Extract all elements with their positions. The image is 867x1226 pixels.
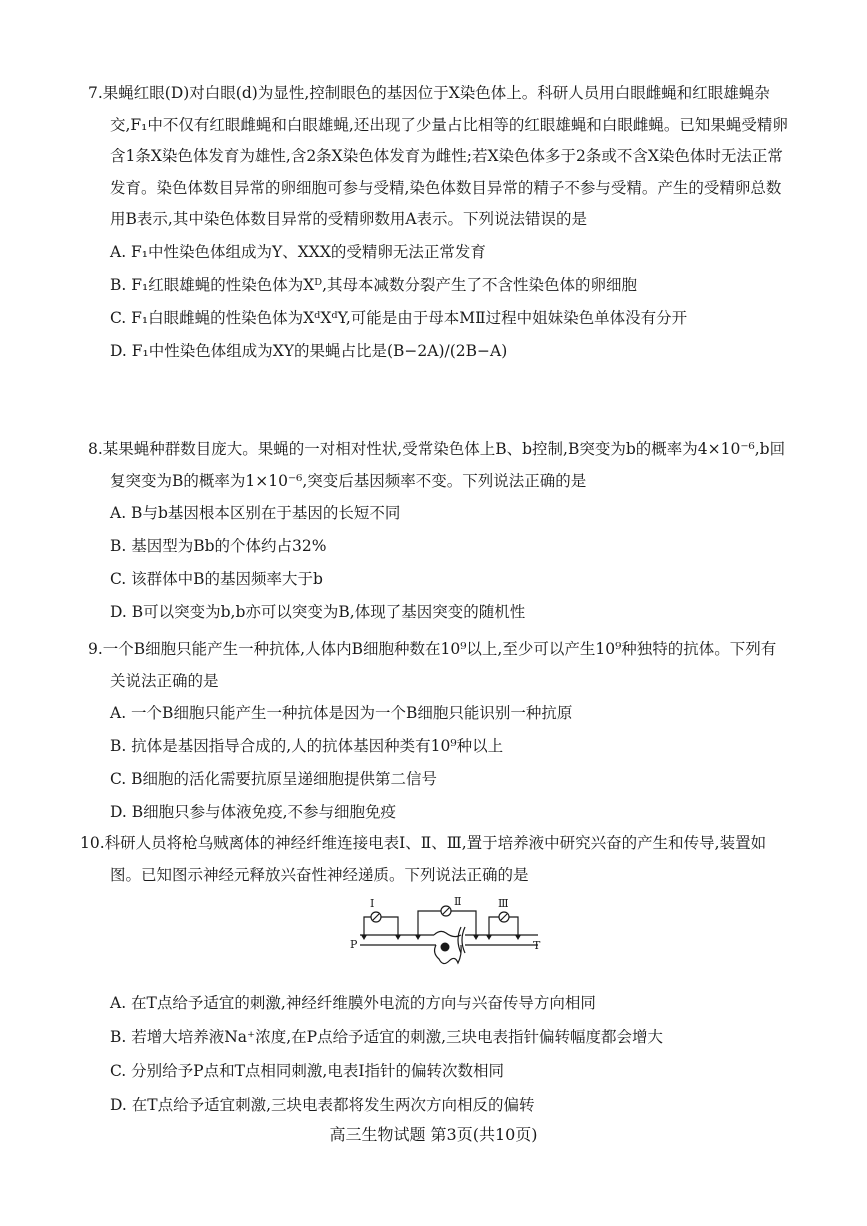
point-p-label: P — [350, 938, 358, 951]
option-a[interactable]: A. 在T点给予适宜的刺激,神经纤维膜外电流的方向与兴奋传导方向相同 — [110, 994, 596, 1012]
electrode-arrow-6 — [515, 935, 521, 940]
soma-top-outline — [434, 931, 461, 936]
electrode-arrow-1 — [361, 935, 367, 940]
option-d[interactable]: D. B细胞只参与体液免疫,不参与细胞免疫 — [110, 803, 397, 821]
option-d[interactable]: D. F₁中性染色体组成为XY的果蝇占比是(B−2A)/(2B−A) — [110, 341, 508, 360]
question-stem: 10.科研人员将枪乌贼离体的神经纤维连接电表Ⅰ、Ⅱ、Ⅲ,置于培养液中研究兴奋的产生和传导,装置如图。已知图示神经元释放兴奋性神经递质。下列说法正确的是 — [80, 834, 767, 884]
option-c[interactable]: C. 分别给予P点和T点相同刺激,电表Ⅰ指针的偏转次数相同 — [110, 1062, 504, 1080]
nerve-fiber-diagram — [346, 895, 546, 980]
meter-2-needle — [443, 908, 449, 914]
electrode-arrow-2 — [395, 935, 401, 940]
option-c[interactable]: C. F₁白眼雌蝇的性染色体为XᵈXᵈY,可能是由于母本MⅡ过程中姐妹染色单体没有分开 — [110, 308, 688, 327]
option-c[interactable]: C. 该群体中B的基因频率大于b — [110, 570, 323, 588]
option-d[interactable]: D. B可以突变为b,b亦可以突变为B,体现了基因突变的随机性 — [110, 603, 526, 621]
option-a[interactable]: A. F₁中性染色体组成为Y、XXX的受精卵无法正常发育 — [110, 242, 486, 261]
option-b[interactable]: B. 抗体是基因指导合成的,人的抗体基因种类有10⁹种以上 — [110, 737, 504, 755]
page-footer: 高三生物试题 第3页(共10页) — [329, 1125, 538, 1144]
option-b[interactable]: B. 若增大培养液Na⁺浓度,在P点给予适宜的刺激,三块电表指针偏转幅度都会增大 — [110, 1028, 664, 1046]
meter-1-needle — [373, 914, 379, 920]
meter-label-3: Ⅲ — [498, 897, 509, 910]
electrode-arrow-5 — [486, 935, 492, 940]
meter-2-lead-left — [418, 911, 441, 935]
meter-label-2: Ⅱ — [454, 895, 462, 908]
electrode-arrow-4 — [473, 935, 479, 940]
meter-label-1: Ⅰ — [370, 897, 375, 910]
option-a[interactable]: A. 一个B细胞只能产生一种抗体是因为一个B细胞只能识别一种抗原 — [110, 704, 573, 722]
option-a[interactable]: A. B与b基因根本区别在于基因的长短不同 — [110, 504, 401, 522]
synapse-cleft — [458, 927, 461, 953]
question-8 — [88, 434, 788, 629]
question-10 — [80, 828, 790, 1114]
option-c[interactable]: C. B细胞的活化需要抗原呈递细胞提供第二信号 — [110, 770, 438, 788]
option-b[interactable]: B. 基因型为Bb的个体约占32% — [110, 537, 327, 555]
nucleus — [441, 943, 450, 952]
synapse-postsynaptic — [462, 927, 465, 953]
question-stem: 9.一个B细胞只能产生一种抗体,人体内B细胞种数在10⁹以上,至少可以产生10⁹种独特的抗体。下列有关说法正确的是 — [88, 640, 777, 690]
question-stem: 7.果蝇红眼(D)对白眼(d)为显性,控制眼色的基因位于X染色体上。科研人员用白眼雌蝇和红眼雄蝇杂交,F₁中不仅有红眼雌蝇和白眼雄蝇,还出现了少量占比相等的红眼雄蝇和白眼雌蝇。已知果蝇受精卵含1条X染色体发育为雄性,含2条X染色体发育为雌性;若X染色体多于2条或不含X染色体时无法正常发育。染色体数目异常的卵细胞可参与受精,染色体数目异常的精子不参与受精。产生的受精卵总数用B表示,其中染色体数目异常的受精卵数用A表示。下列说法错误的是 — [88, 84, 788, 228]
question-7 — [88, 78, 788, 368]
question-stem: 8.某果蝇种群数目庞大。果蝇的一对相对性状,受常染色体上B、b控制,B突变为b的概率为4×10⁻⁶,b回复突变为B的概率为1×10⁻⁶,突变后基因频率不变。下列说法正确的是 — [88, 440, 786, 490]
meter-1-lead-right — [381, 917, 398, 935]
meter-3-lead-left — [489, 917, 499, 935]
meter-3-needle — [501, 914, 507, 920]
meter-3-lead-right — [509, 917, 518, 935]
options-group — [80, 986, 663, 1122]
question-9 — [88, 634, 788, 829]
option-d[interactable]: D. 在T点给予适宜刺激,三块电表都将发生两次方向相反的偏转 — [110, 1096, 535, 1114]
electrode-arrow-3 — [415, 935, 421, 940]
option-b[interactable]: B. F₁红眼雄蝇的性染色体为Xᴰ,其母本减数分裂产生了不含性染色体的卵细胞 — [110, 275, 638, 294]
point-t-label: T — [533, 939, 541, 952]
meter-1-lead-left — [364, 917, 371, 935]
